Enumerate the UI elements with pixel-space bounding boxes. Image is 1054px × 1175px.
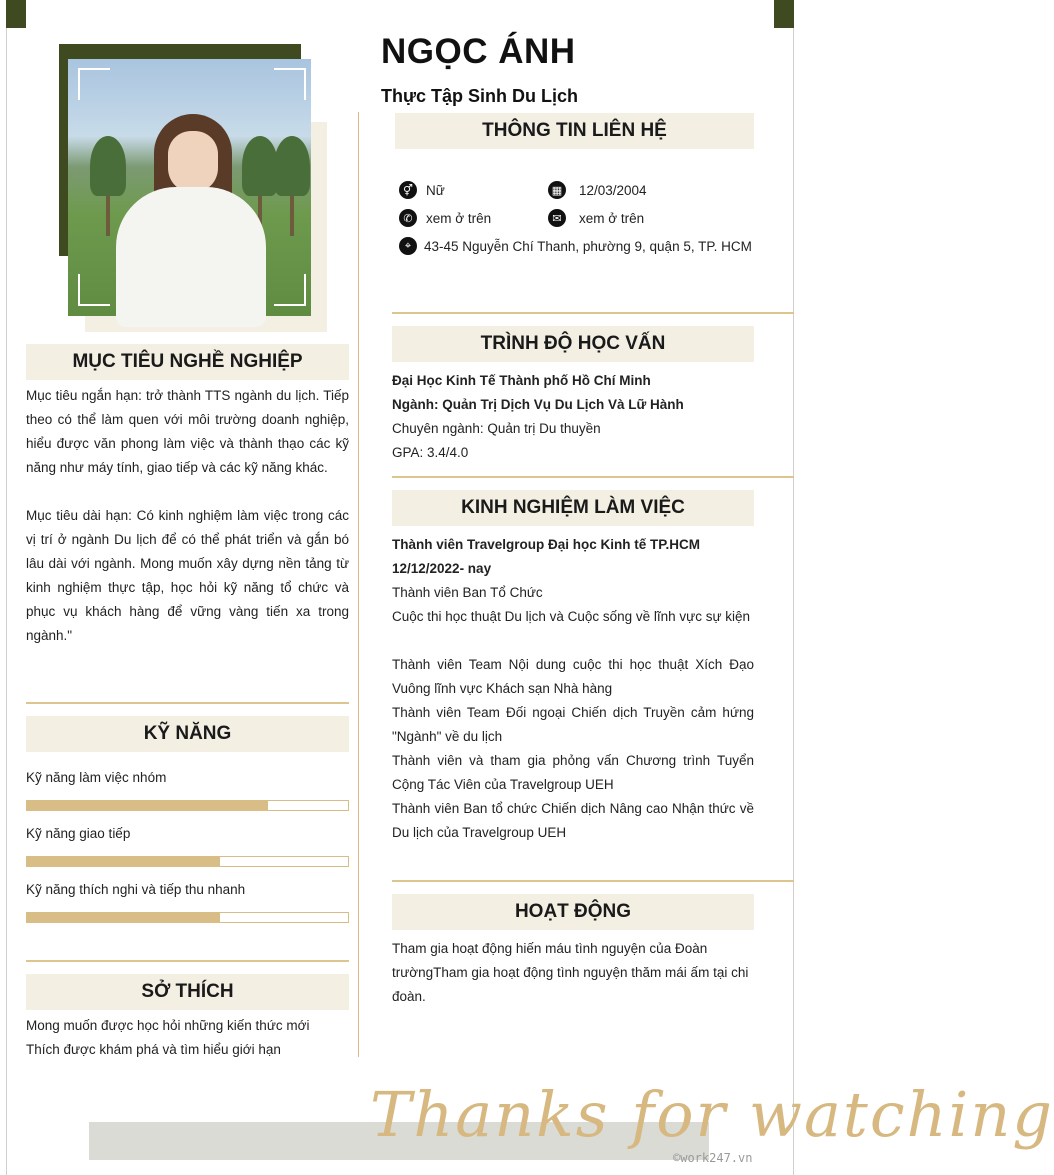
skill-bar-fill (27, 801, 268, 810)
objective-short-term: Mục tiêu ngắn hạn: trở thành TTS ngành du lịch. Tiếp theo có thể làm quen với môi trường doanh nghiệp, hiểu được văn phong làm việc và thành thạo các kỹ năng như máy tính, giao tiếp và các kỹ năng khác. (26, 388, 349, 475)
experience-item: Thành viên và tham gia phỏng vấn Chương trình Tuyển Cộng Tác Viên của Travelgroup UEH (392, 753, 754, 792)
contact-heading: THÔNG TIN LIÊN HỆ (395, 113, 754, 149)
corner-decoration-left (6, 0, 26, 28)
section-divider (26, 960, 349, 962)
skill-bar (26, 912, 349, 923)
section-divider (392, 880, 794, 882)
skill-label: Kỹ năng thích nghi và tiếp thu nhanh (26, 882, 246, 897)
corner-decoration-right (774, 0, 794, 28)
objective-heading: MỤC TIÊU NGHỀ NGHIỆP (26, 344, 349, 380)
skill-bar-fill (27, 913, 220, 922)
contact-email (548, 209, 644, 227)
education-specialization: Chuyên ngành: Quản trị Du thuyền (392, 421, 601, 436)
watermark-credit: ©work247.vn (673, 1151, 753, 1165)
section-divider (392, 476, 794, 478)
education-gpa: GPA: 3.4/4.0 (392, 445, 469, 460)
hobby-item: Mong muốn được học hỏi những kiến thức mới (26, 1018, 310, 1033)
experience-item: Thành viên Team Nội dung cuộc thi học thuật Xích Đạo Vuông lĩnh vực Khách sạn Nhà hàng (392, 657, 754, 696)
skill-bar (26, 856, 349, 867)
skill-label: Kỹ năng làm việc nhóm (26, 770, 167, 785)
address-value: 43-45 Nguyễn Chí Thanh, phường 9, quận 5, TP. HCM (424, 238, 752, 254)
skill-bar-fill (27, 857, 220, 866)
skill-label: Kỹ năng giao tiếp (26, 826, 131, 841)
education-school: Đại Học Kinh Tế Thành phố Hồ Chí Minh (392, 373, 651, 388)
experience-org: Thành viên Travelgroup Đại học Kinh tế TP.HCM (392, 537, 701, 552)
phone-icon: ✆ (399, 209, 417, 227)
contact-address (399, 237, 752, 255)
skills-heading: KỸ NĂNG (26, 716, 349, 752)
experience-item: Thành viên Team Đối ngoại Chiến dịch Truyền cảm hứng "Ngành" về du lịch (392, 705, 754, 744)
education-heading: TRÌNH ĐỘ HỌC VẤN (392, 326, 754, 362)
activities-text: Tham gia hoạt động hiến máu tình nguyện của Đoàn trườngTham gia hoạt động tình nguyện thăm mái ấm tại chi đoàn. (392, 941, 749, 1004)
photo-frame-corner (274, 68, 306, 100)
hobby-item: Thích được khám phá và tìm hiểu giới hạn (26, 1042, 281, 1057)
education-major: Ngành: Quản Trị Dịch Vụ Du Lịch Và Lữ Hành (392, 397, 684, 412)
phone-value: xem ở trên (426, 210, 492, 226)
birthday-cake-icon: ▦ (548, 181, 566, 199)
gender-value: Nữ (426, 182, 445, 198)
thanks-script: Thanks for watching (370, 1078, 1054, 1151)
email-value: xem ở trên (579, 210, 645, 226)
birthdate-value: 12/03/2004 (579, 182, 647, 198)
contact-phone (399, 209, 491, 227)
location-icon: ⌖ (399, 237, 417, 255)
skill-bar (26, 800, 349, 811)
section-divider (26, 702, 349, 704)
job-title: Thực Tập Sinh Du Lịch (381, 86, 579, 106)
photo-frame-corner (78, 274, 110, 306)
candidate-name: NGỌC ÁNH (381, 32, 576, 71)
objective-long-term: Mục tiêu dài hạn: Có kinh nghiệm làm việc trong các vị trí ở ngành Du lịch để có thể phát triển và gắn bó lâu dài với ngành. Mong muốn xây dựng nền tảng từ kinh nghiệm thực tập, học hỏi kỹ năng tổ chức và phục vụ khách hàng để vững vàng tiến xa trong ngành." (26, 508, 349, 643)
hobbies-heading: SỞ THÍCH (26, 974, 349, 1010)
gender-icon: ⚥ (399, 181, 417, 199)
column-divider (358, 112, 359, 1057)
mail-icon: ✉ (548, 209, 566, 227)
experience-period: 12/12/2022- nay (392, 561, 492, 576)
experience-item: Cuộc thi học thuật Du lịch và Cuộc sống về lĩnh vực sự kiện (392, 609, 751, 624)
contact-birthdate (548, 181, 647, 199)
experience-item: Thành viên Ban Tổ Chức (392, 585, 543, 600)
photo-frame-corner (78, 68, 110, 100)
activities-heading: HOẠT ĐỘNG (392, 894, 754, 930)
experience-item: Thành viên Ban tổ chức Chiến dịch Nâng cao Nhận thức về Du lịch của Travelgroup UEH (392, 801, 754, 840)
section-divider (392, 312, 794, 314)
contact-gender (399, 181, 445, 199)
photo-frame-corner (274, 274, 306, 306)
experience-heading: KINH NGHIỆM LÀM VIỆC (392, 490, 754, 526)
